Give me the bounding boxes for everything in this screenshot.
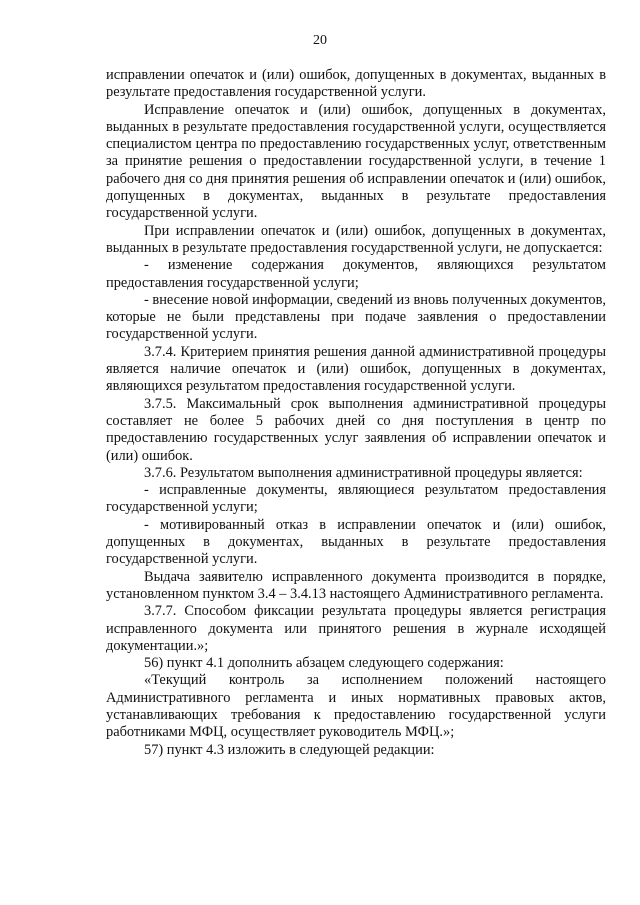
paragraph-issuance: Выдача заявителю исправленного документа производится в порядке, установленном пунктом 3.4 – 3.4.13 настоящего Административного регламента. [106,568,606,602]
paragraph-item-57: 57) пункт 4.3 изложить в следующей редакции: [144,741,435,758]
paragraph-3-7-6: 3.7.6. Результатом выполнения административной процедуры является: [144,464,583,481]
paragraph-not-allowed: При исправлении опечаток и (или) ошибок, допущенных в документах, выданных в результате предоставления государственной услуги, не допускается: [106,222,606,256]
list-item-content-change: - изменение содержания документов, являющихся результатом предоставления государственной услуги; [106,257,606,291]
paragraph-continuation: исправлении опечаток и (или) ошибок, допущенных в документах, выданных в результате предоставления государственной услуги. [106,67,606,101]
paragraph-current-control: «Текущий контроль за исполнением положений настоящего Административного регламента и иных нормативных правовых актов, устанавливающих требования к предоставлению государственной услуги работниками МФЦ, осуществляет руководитель МФЦ.»; [106,672,606,741]
paragraph-item-56: 56) пункт 4.1 дополнить абзацем следующего содержания: [144,655,504,672]
paragraph-3-7-4: 3.7.4. Критерием принятия решения данной административной процедуры является наличие опечаток и (или) ошибок, допущенных в документах, являющихся результатом предоставления государственной услуги. [106,343,606,395]
list-item-corrected-documents: - исправленные документы, являющиеся результатом предоставления государственной услуги; [106,482,606,516]
document-body [106,67,606,759]
list-item-new-information: - внесение новой информации, сведений из вновь полученных документов, которые не были представлены при подаче заявления о предоставлении государственной услуги. [106,291,606,343]
page-number: 20 [313,33,327,48]
list-item-refusal: - мотивированный отказ в исправлении опечаток и (или) ошибок, допущенных в документах, выданных в результате предоставления государственной услуги. [106,516,606,568]
paragraph-correction-procedure: Исправление опечаток и (или) ошибок, допущенных в документах, выданных в результате предоставления государственной услуги, осуществляется специалистом центра по предоставлению государственных услуг, ответственным за принятие решения о предоставлении государственной услуги, в течение 1 рабочего дня со дня принятия решения об исправлении опечаток и (или) ошибок, допущенных в документах, выданных в результате предоставления государственной услуги. [106,101,606,222]
paragraph-3-7-7: 3.7.7. Способом фиксации результата процедуры является регистрация исправленного документа или принятого решения в журнале исходящей документации.»; [106,603,606,654]
paragraph-3-7-5: 3.7.5. Максимальный срок выполнения административной процедуры составляет не более 5 рабочих дней со дня поступления в центр по предоставлению государственных услуг заявления об исправлении опечаток и (или) ошибок. [106,395,606,464]
